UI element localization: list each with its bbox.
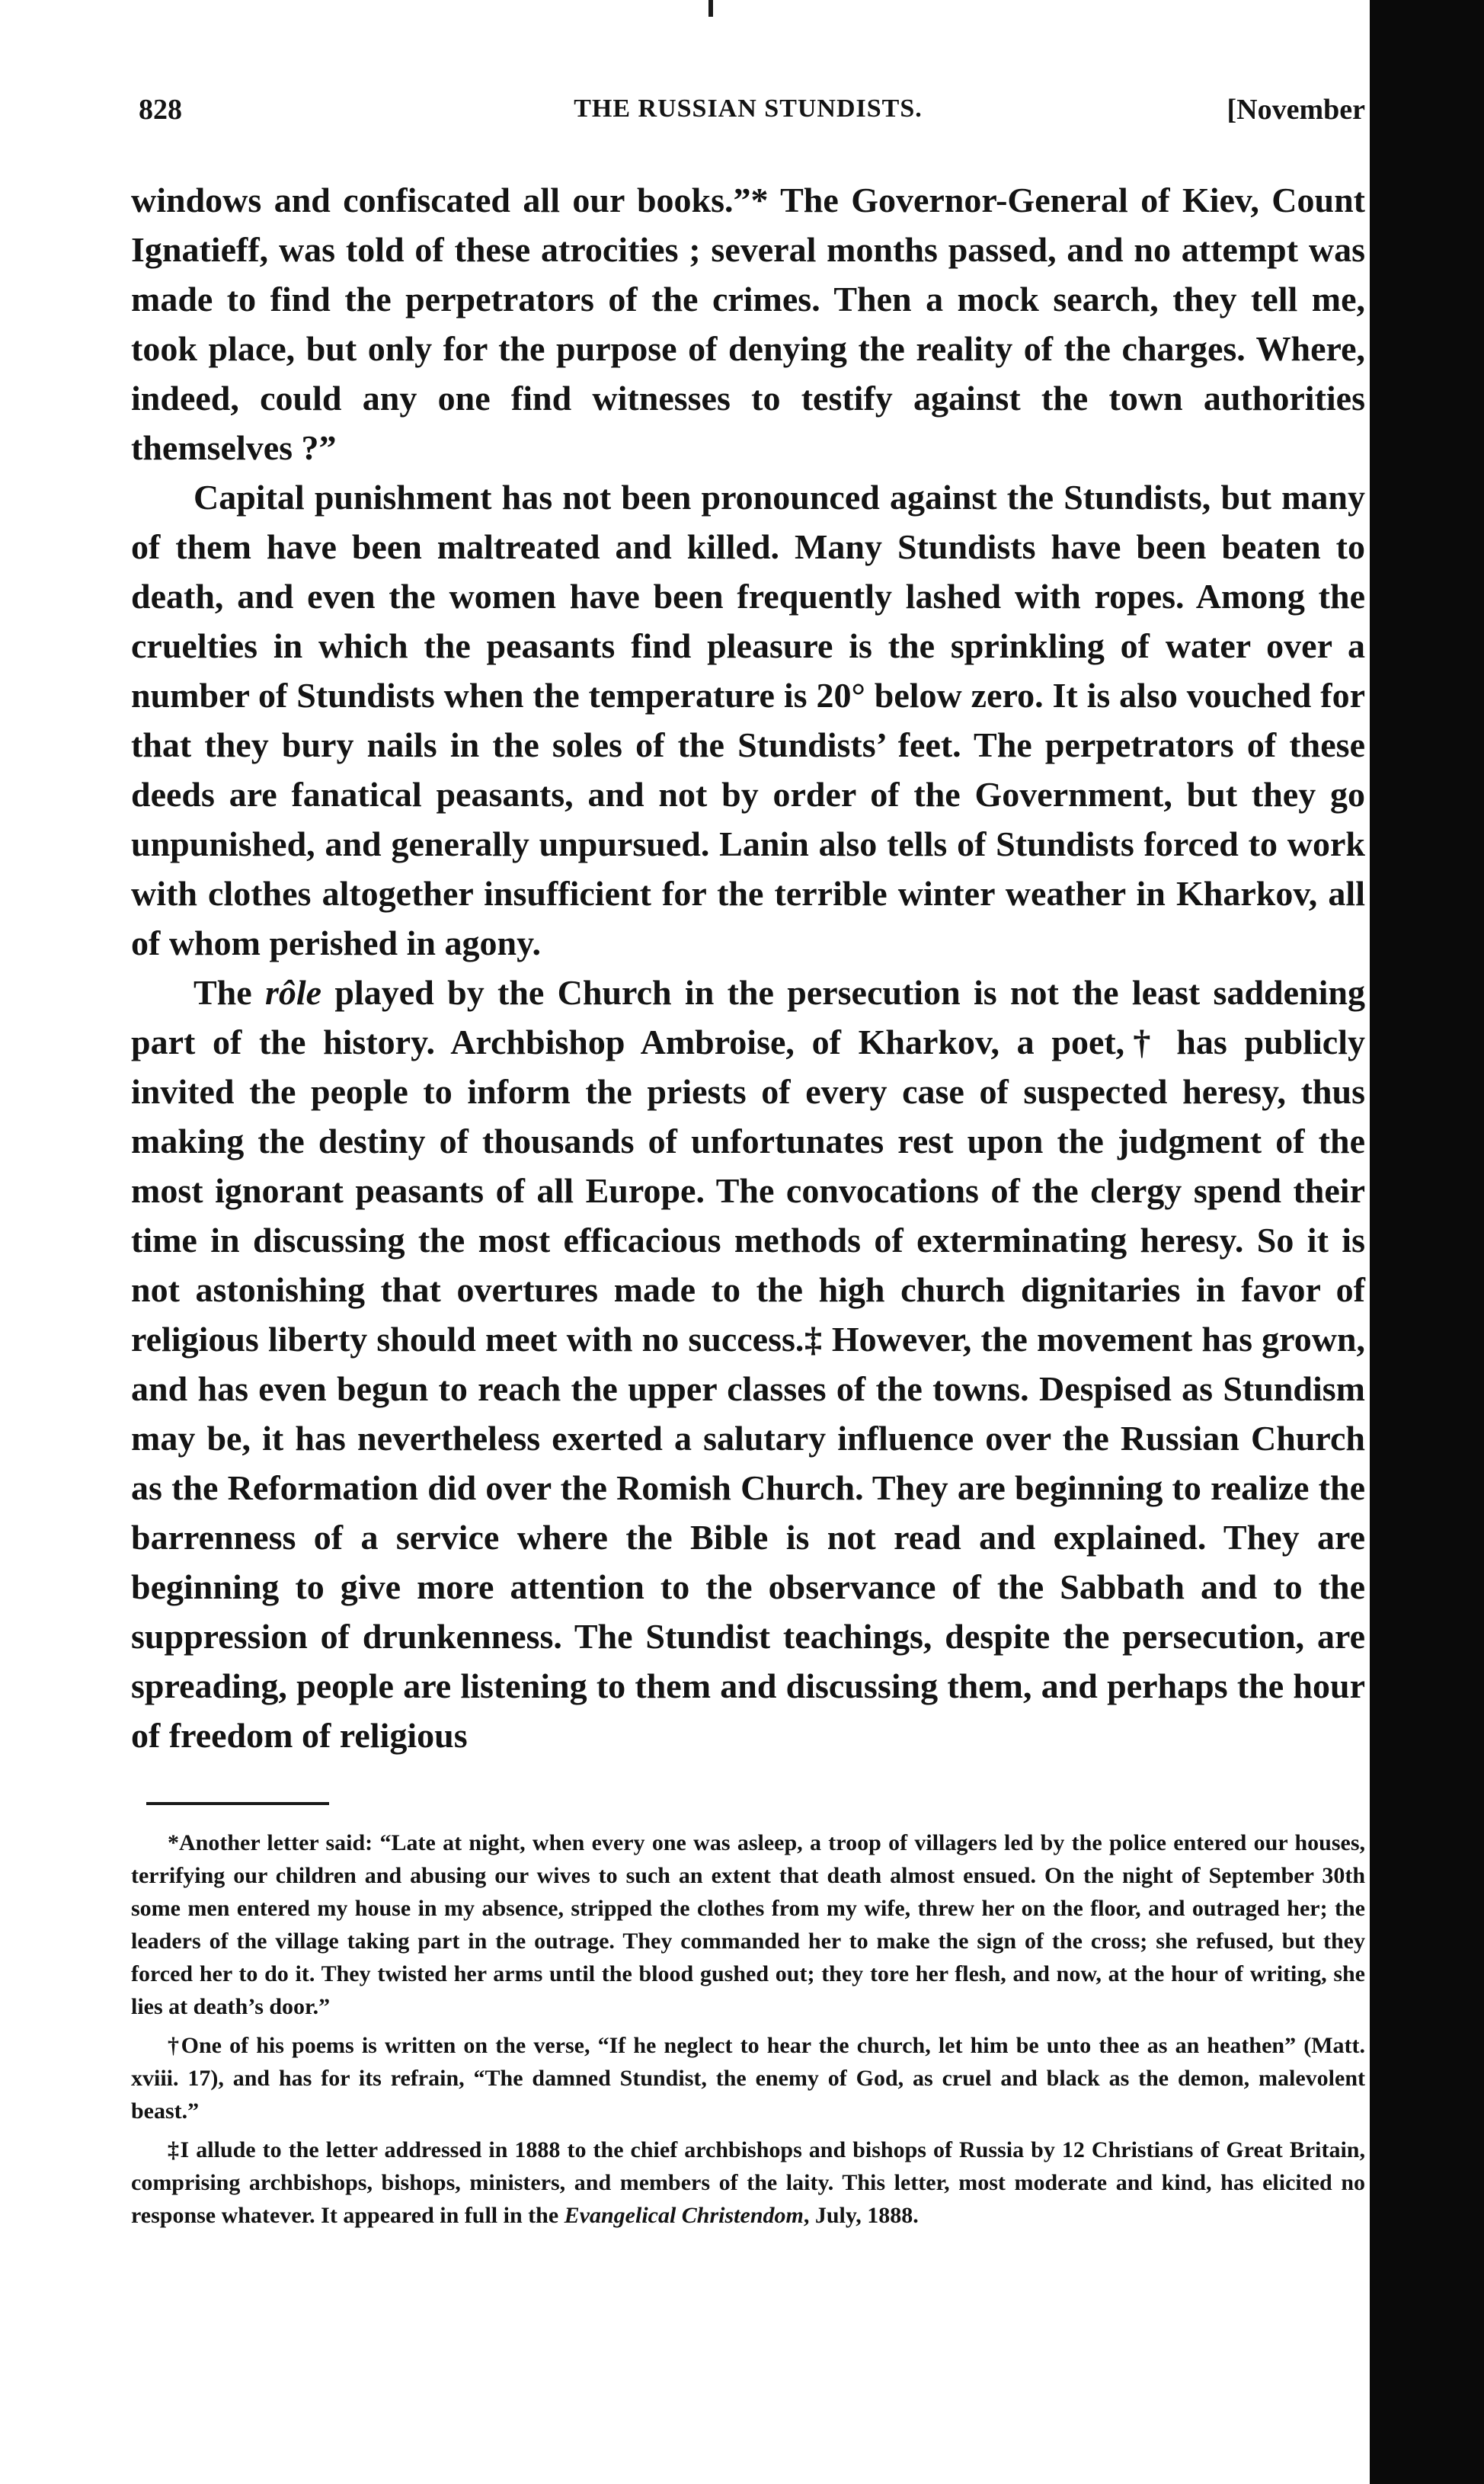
- running-header: [131, 84, 1365, 145]
- footnote-3: [131, 2133, 1365, 2232]
- running-title: THE RUSSIAN STUNDISTS.: [574, 94, 923, 123]
- paragraph-3-rest: played by the Church in the persecution is not the least saddening part of the history. Archbishop Ambroise, of Kharkov, a poet,† has publicly invited the people to inform the priests of every case of suspected heresy, thus making the destiny of thousands of unfortunates rest upon the judgment of the most ignorant peasants of all Europe. The convocations of the clergy spend their time in discussing the most efficacious methods of exterminating heresy. So it is not astonishing that overtures made to the high church dignitaries in favor of religious liberty should meet with no success.‡ However, the movement has grown, and has even begun to reach the upper classes of the towns. Despised as Stundism may be, it has nevertheless exerted a salutary influence over the Russian Church as the Reformation did over the Romish Church. They are beginning to realize the barrenness of a service where the Bible is not read and explained. They are beginning to give more attention to the observance of the Sabbath and to the suppression of drunkenness. The Stundist teachings, despite the persecution, are spreading, people are listening to them and discussing them, and perhaps the hour of freedom of religious: [131, 973, 1365, 1755]
- paragraph-2: Capital punishment has not been pronounced against the Stundists, but many of them have been maltreated and killed. Many Stundists have been beaten to death, and even the women have been frequently lashed with ropes. Among the cruelties in which the peasants find pleasure is the sprinkling of water over a number of Stundists when the temperature is 20° below zero. It is also vouched for that they bury nails in the soles of the Stundists’ feet. The perpetrators of these deeds are fanatical peasants, and not by order of the Government, but they go unpunished, and generally unpursued. Lanin also tells of Stundists forced to work with clothes altogether insufficient for the terrible winter weather in Kharkov, all of whom perished in agony.: [131, 478, 1365, 962]
- footnote-3-date: , July, 1888.: [803, 2203, 919, 2228]
- footnote-1: *Another letter said: “Late at night, when every one was asleep, a troop of villagers led by the police entered our houses, terrifying our children and abusing our wives to such an extent that death almost ensued. On the night of September 30th some men entered my house in my absence, stripped the clothes from my wife, threw her on the floor, and outraged her; the leaders of the village taking part in the outrage. They commanded her to make the sign of the cross; she refused, but they forced her to do it. They twisted her arms until the blood gushed out; they tore her flesh, and now, at the hour of writing, she lies at death’s door.”: [131, 1830, 1365, 2019]
- paragraph-1: windows and confiscated all our books.”* The Governor-General of Kiev, Count Ignatieff, was told of these atrocities ; several months passed, and no attempt was made to find the perpetrators of the crimes. Then a mock search, they tell me, took place, but only for the purpose of denying the reality of the charges. Where, indeed, could any one find witnesses to testify against the town authorities themselves ?”: [131, 181, 1365, 467]
- book-page: [131, 84, 1365, 2238]
- page-number: 828: [139, 94, 182, 126]
- body-text: [131, 175, 1365, 1760]
- scan-mark: [708, 0, 713, 17]
- paragraph-3-italic: rôle: [265, 973, 322, 1012]
- paragraph-3-lead: The: [193, 973, 265, 1012]
- scan-border: [1370, 0, 1484, 2484]
- running-month: [November: [1227, 94, 1365, 126]
- footnote-rule: [146, 1802, 329, 1805]
- footnote-3-text: ‡I allude to the letter addressed in 1888 to the chief archbishops and bishops of Russia by 12 Christians of Great Britain, comprising archbishops, bishops, ministers, and members of the laity. This letter, most moderate and kind, has elicited no response whatever. It appeared in full in the: [131, 2137, 1365, 2228]
- footnotes: [131, 1826, 1365, 2232]
- footnote-2: †One of his poems is written on the verse, “If he neglect to hear the church, let him be unto thee as an heathen” (Matt. xviii. 17), and has for its refrain, “The damned Stundist, the enemy of God, as cruel and black as the demon, malevolent beast.”: [131, 2033, 1365, 2124]
- footnote-3-source: Evangelical Christendom: [564, 2203, 804, 2228]
- paragraph-3: [131, 968, 1365, 1760]
